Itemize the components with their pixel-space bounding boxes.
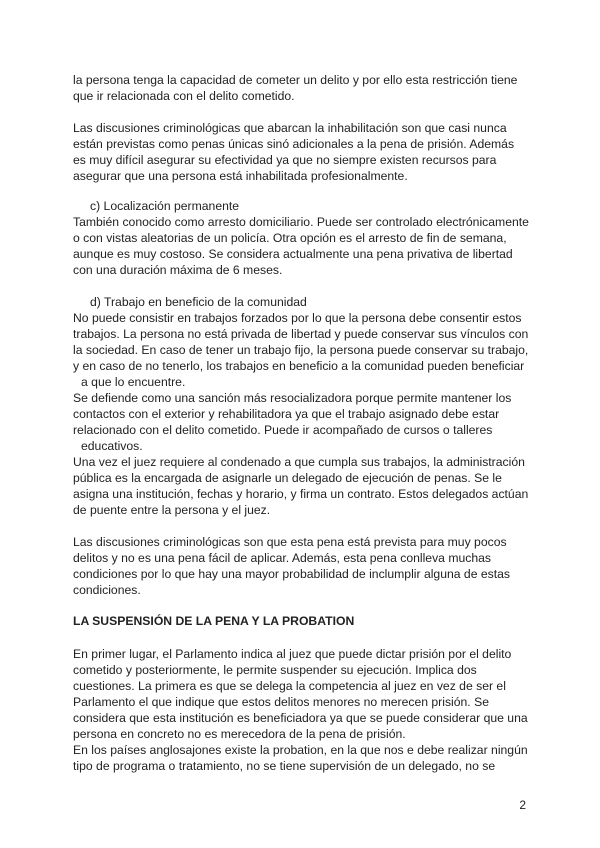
text-line: Se defiende como una sanción más resocializadora porque permite mantener los: [73, 391, 512, 405]
text-line: y en caso de no tenerlo, los trabajos en beneficio a la comunidad pueden beneficiar: [73, 359, 525, 373]
text-line: asigna una institución, fechas y horario, y firma un contrato. Estos delegados actúan: [73, 487, 529, 501]
text-line: Las discusiones criminológicas son que esta pena está prevista para muy pocos: [73, 535, 507, 549]
text-line: o con vistas aleatorias de un policía. Otra opción es el arresto de fin de semana,: [73, 231, 507, 245]
text-line: cuestiones. La primera es que se delega la competencia al juez en vez de ser el: [73, 679, 506, 693]
text-line: En los países anglosajones existe la probation, en la que nos e debe realizar ningún: [73, 743, 528, 757]
text-line: la sociedad. En caso de tener un trabajo fijo, la persona puede conservar su trabajo,: [73, 343, 529, 357]
text-line: delitos y no es una pena fácil de aplicar. Además, esta pena conlleva muchas: [73, 551, 492, 565]
list-item-d: d) Trabajo en beneficio de la comunidad: [90, 295, 307, 309]
text-line: de puente entre la persona y el juez.: [73, 503, 271, 517]
text-line: Las discusiones criminológicas que abarcan la inhabilitación son que casi nunca: [73, 121, 507, 135]
text-line: asegurar que una persona está inhabilitada profesionalmente.: [73, 169, 408, 183]
text-line: la persona tenga la capacidad de cometer un delito y por ello esta restricción tiene: [73, 73, 518, 87]
text-line: considera que esta institución es beneficiadora ya que se puede considerar que una: [73, 711, 528, 725]
paragraph-1: [73, 72, 533, 104]
text-line: En primer lugar, el Parlamento indica al juez que puede dictar prisión por el delito: [73, 647, 512, 661]
text-line: cometido y posteriormente, le permite suspender su ejecución. Implica dos: [73, 663, 477, 677]
text-line: a que lo encuentre.: [81, 375, 186, 389]
paragraph-2: [73, 120, 533, 184]
section-heading: LA SUSPENSIÓN DE LA PENA Y LA PROBATION: [73, 614, 355, 628]
text-line: pública es la encargada de asignarle un delegado de ejecución de penas. Se le: [73, 471, 502, 485]
text-line: con una duración máxima de 6 meses.: [73, 263, 283, 277]
paragraph-4: [73, 310, 533, 518]
text-line: educativos.: [81, 439, 143, 453]
text-line: aunque es muy costoso. Se considera actualmente una pena privativa de libertad: [73, 247, 513, 261]
paragraph-3: [73, 214, 533, 278]
text-line: trabajos. La persona no está privada de libertad y puede conservar sus vínculos con: [73, 327, 529, 341]
text-line: Parlamento el que indique que estos delitos menores no merecen prisión. Se: [73, 695, 489, 709]
text-line: están previstas como penas únicas sinó adicionales a la pena de prisión. Además: [73, 137, 515, 151]
text-line: tipo de programa o tratamiento, no se tiene supervisión de un delegado, no se: [73, 759, 496, 773]
text-line: condiciones por lo que hay una mayor probabilidad de inclumplir alguna de estas: [73, 567, 510, 581]
text-line: No puede consistir en trabajos forzados por lo que la persona debe consentir estos: [73, 311, 522, 325]
page-number: 2: [519, 798, 526, 812]
text-line: contactos con el exterior y rehabilitadora ya que el trabajo asignado debe estar: [73, 407, 500, 421]
text-line: Una vez el juez requiere al condenado a que cumpla sus trabajos, la administración: [73, 455, 525, 469]
text-line: condiciones.: [73, 583, 141, 597]
text-line: persona en concreto no es merecedora de la pena de prisión.: [73, 727, 406, 741]
text-line: También conocido como arresto domiciliario. Puede ser controlado electrónicamente: [73, 215, 529, 229]
text-line: relacionado con el delito cometido. Puede ir acompañado de cursos o talleres: [73, 423, 493, 437]
text-line: es muy difícil asegurar su efectividad ya que no siempre existen recursos para: [73, 153, 497, 167]
list-item-c: c) Localización permanente: [90, 199, 240, 213]
paragraph-6: [73, 646, 533, 774]
text-line: que ir relacionada con el delito cometido.: [73, 89, 295, 103]
paragraph-5: [73, 534, 533, 598]
